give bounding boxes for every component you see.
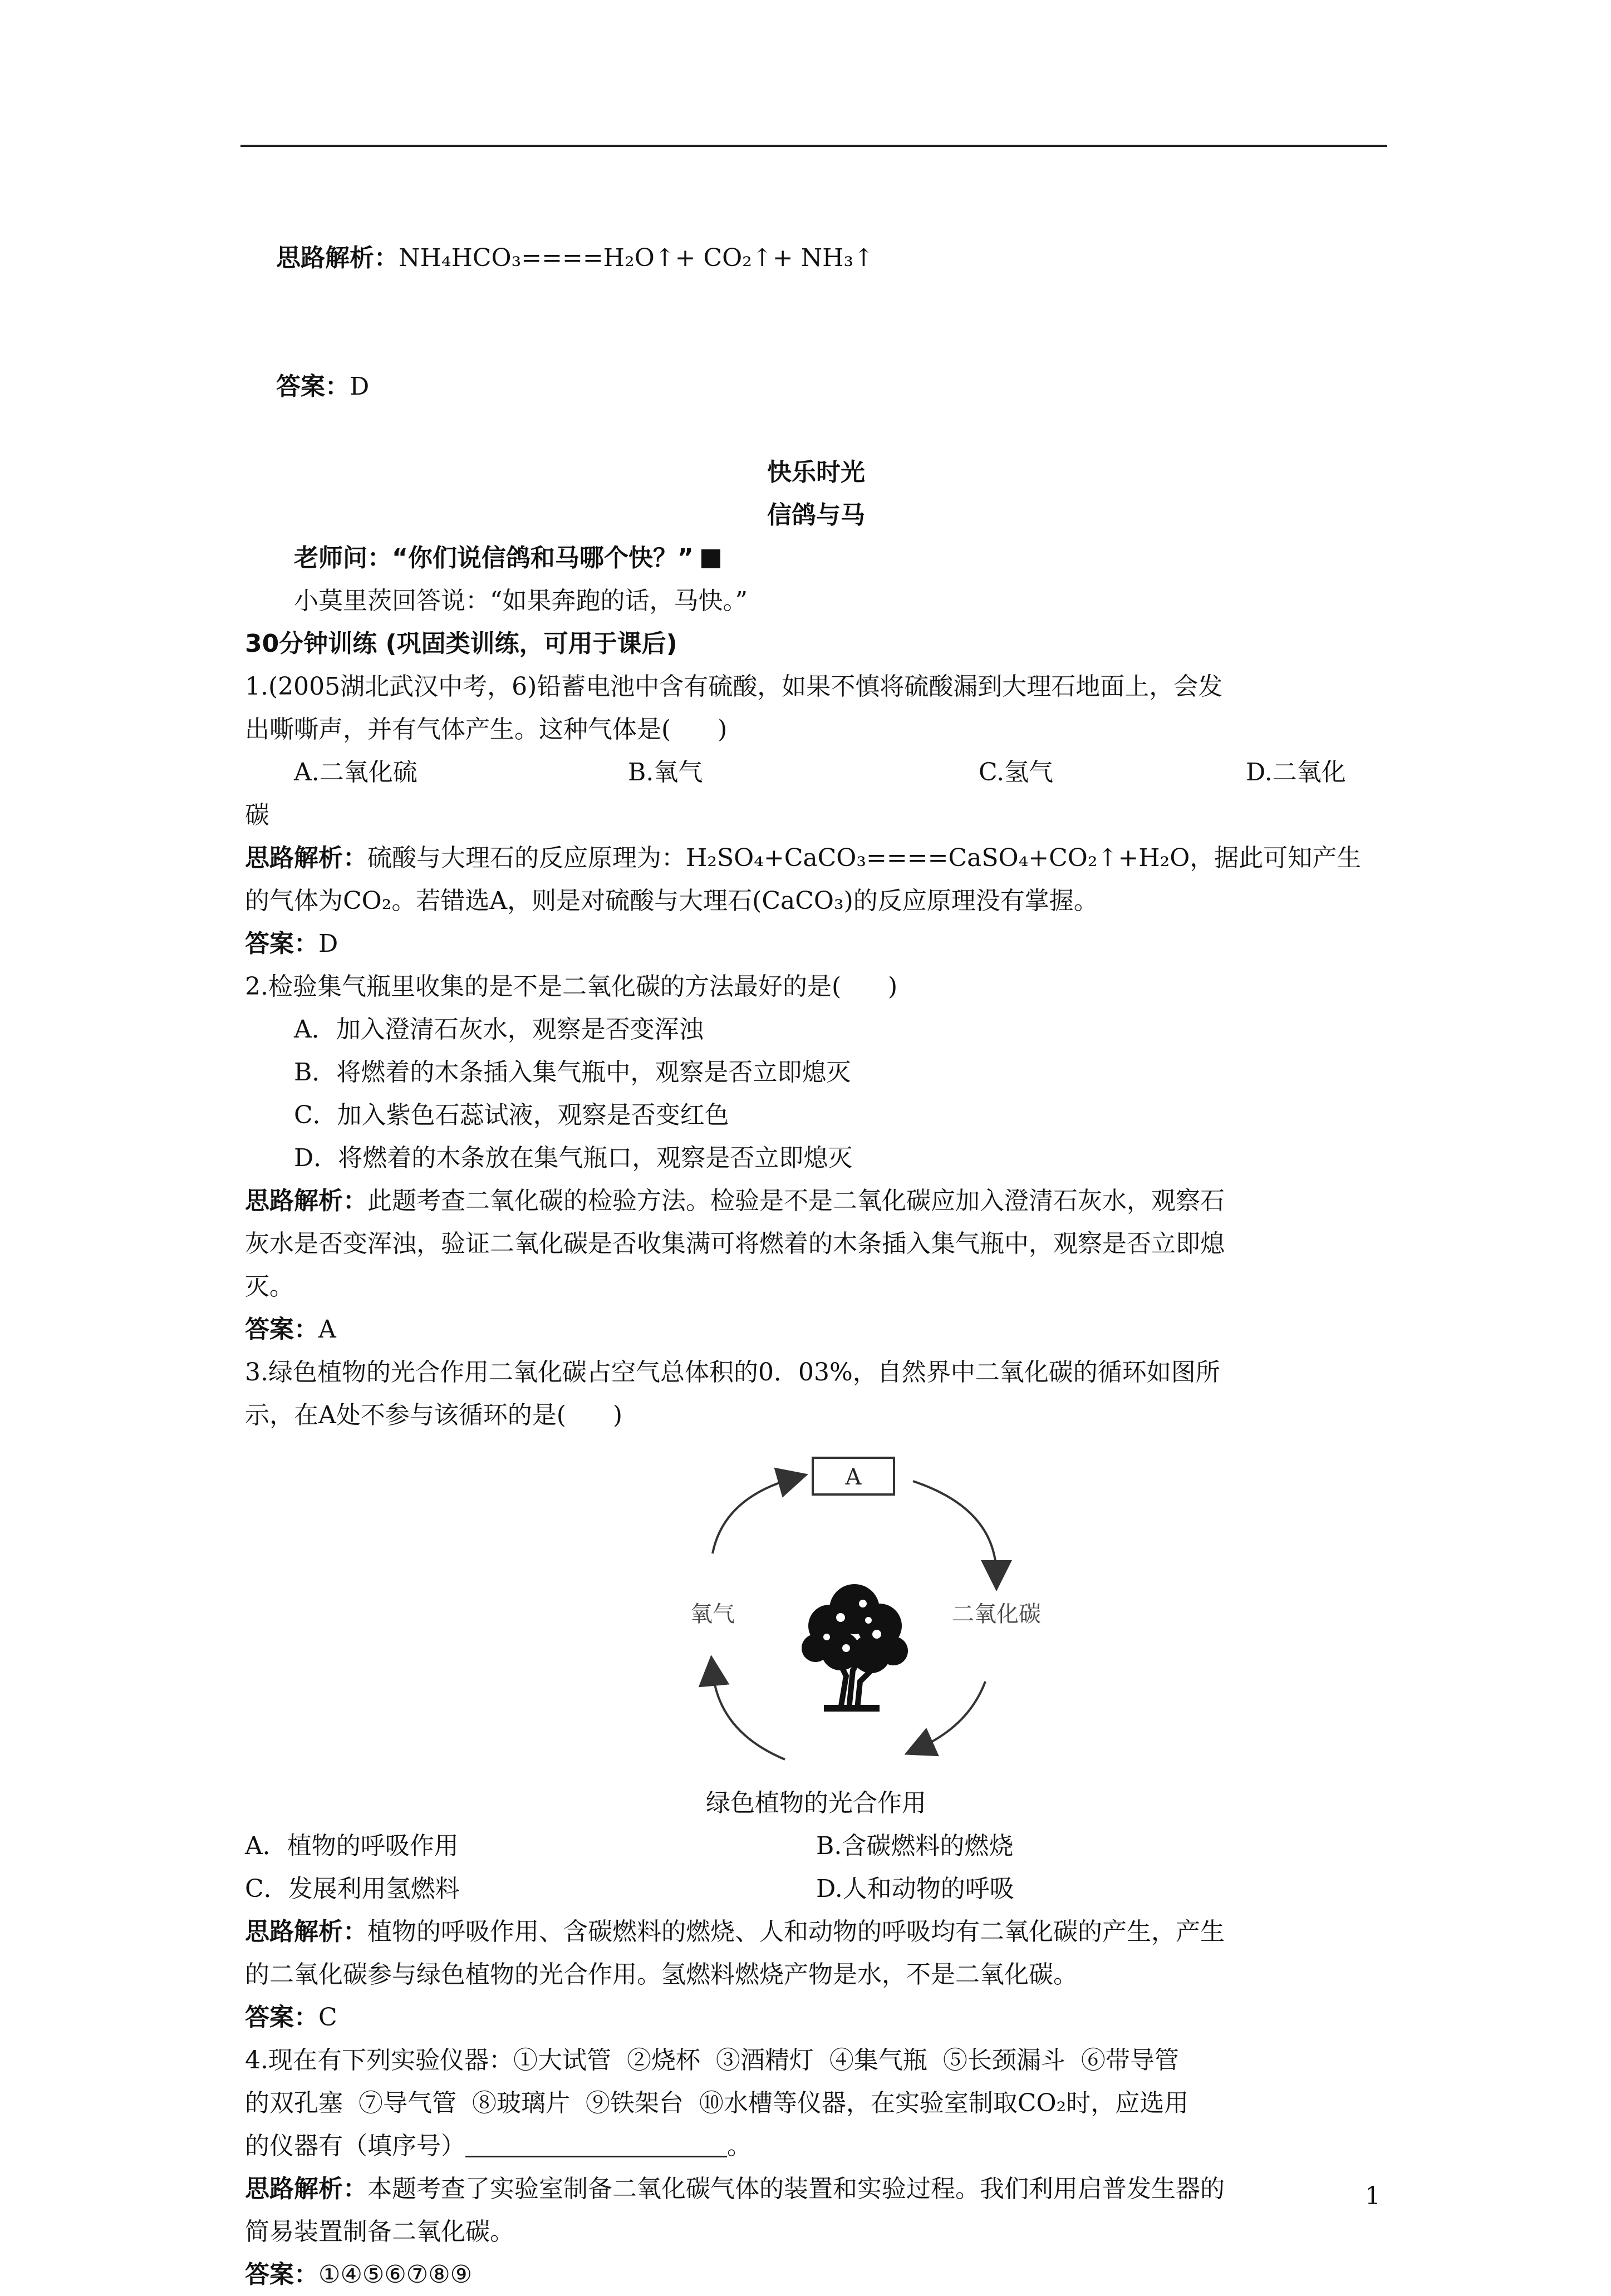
q1-option-c: C.氢气	[979, 758, 1054, 786]
equation: NH₄HCO₃====H₂O↑+ CO₂↑+ NH₃↑	[398, 244, 874, 272]
q1-answer: D	[318, 930, 338, 958]
q2-stem: 2.检验集气瓶里收集的是不是二氧化碳的方法最好的是( )	[245, 972, 898, 1001]
oxygen-label: 氧气	[690, 1601, 735, 1627]
q4-analysis-label: 思路解析：	[245, 2175, 367, 2203]
story-subtitle: 信鸽与马	[767, 501, 865, 529]
q1-analysis-text: 硫酸与大理石的反应原理为：H₂SO₄+CaCO₃====CaSO₄+CO₂↑+H₂O，据此可知产生	[367, 844, 1362, 872]
story-reply: 小莫里茨回答说：“如果奔跑的话，马快。”	[294, 587, 748, 615]
q3-answer: C	[318, 2003, 337, 2032]
q1-option-tail: 碳	[245, 801, 269, 829]
q3-option-c: C．发展利用氢燃料	[245, 1875, 460, 1903]
arrow-top-right	[913, 1481, 996, 1576]
q2-answer: A	[318, 1315, 336, 1344]
story-teacher: 老师问：“你们说信鸽和马哪个快？”	[294, 544, 694, 572]
q3-stem-1: 3.绿色植物的光合作用二氧化碳占空气总体积的0．03%，自然界中二氧化碳的循环如图所	[245, 1358, 1220, 1387]
document-body	[245, 194, 1387, 2296]
q1-stem-2: 出嘶嘶声，并有气体产生。这种气体是( )	[245, 715, 728, 744]
arrow-bottom-left	[713, 1670, 785, 1759]
q3-option-b: B.含碳燃料的燃烧	[816, 1832, 1014, 1860]
q4-stem-2: 的双孔塞 ⑦导气管 ⑧玻璃片 ⑨铁架台 ⑩水槽等仪器，在实验室制取CO₂时，应选用	[245, 2089, 1189, 2117]
q3-analysis-2: 的二氧化碳参与绿色植物的光合作用。氢燃料燃烧产物是水，不是二氧化碳。	[245, 1960, 1078, 1989]
q1-stem-1: 1.(2005湖北武汉中考，6)铅蓄电池中含有硫酸，如果不慎将硫酸漏到大理石地面上，会发	[245, 672, 1223, 701]
page-number: 1	[1365, 2182, 1381, 2210]
q2-analysis-2: 灰水是否变浑浊，验证二氧化碳是否收集满可将燃着的木条插入集气瓶中，观察是否立即熄	[245, 1230, 1225, 1258]
q3-options-row-2	[245, 1867, 1387, 1910]
header-rule	[240, 145, 1387, 147]
square-mark-icon	[701, 549, 720, 568]
q4-answer: ①④⑤⑥⑦⑧⑨	[318, 2260, 473, 2289]
q4-analysis-text: 本题考查了实验室制备二氧化碳气体的装置和实验过程。我们利用启普发生器的	[367, 2175, 1225, 2203]
q2-option-b: B．将燃着的木条插入集气瓶中，观察是否立即熄灭	[294, 1058, 851, 1086]
q2-analysis-text: 此题考查二氧化碳的检验方法。检验是不是二氧化碳应加入澄清石灰水，观察石	[367, 1187, 1225, 1215]
arrow-top-left	[713, 1478, 793, 1553]
q4-analysis-2: 简易装置制备二氧化碳。	[245, 2218, 514, 2246]
box-a-label: A	[845, 1464, 862, 1490]
q3-analysis-text: 植物的呼吸作用、含碳燃料的燃烧、人和动物的呼吸均有二氧化碳的产生，产生	[367, 1918, 1225, 1946]
q1-analysis-2: 的气体为CO₂。若错选A，则是对硫酸与大理石(CaCO₃)的反应原理没有掌握。	[245, 887, 1098, 915]
answer-line	[245, 322, 1387, 451]
q3-stem-2: 示，在A处不参与该循环的是( )	[245, 1401, 623, 1429]
analysis-line	[245, 194, 1387, 322]
q3-analysis-label: 思路解析：	[245, 1918, 367, 1946]
q2-option-a: A．加入澄清石灰水，观察是否变浑浊	[294, 1015, 704, 1044]
q4-analysis-1	[245, 2167, 1387, 2210]
co2-label: 二氧化碳	[952, 1601, 1041, 1627]
q1-option-b: B.氧气	[628, 758, 703, 786]
q4-stem-1: 4.现在有下列实验仪器：①大试管 ②烧杯 ③酒精灯 ④集气瓶 ⑤长颈漏斗 ⑥带导管	[245, 2046, 1179, 2074]
q4-answer-line	[245, 2253, 1387, 2296]
q3-analysis-1	[245, 1910, 1387, 1953]
q2-analysis-3: 灭。	[245, 1272, 294, 1301]
q2-analysis-1	[245, 1179, 1387, 1222]
q1-option-a: A.二氧化硫	[294, 758, 418, 786]
q3-answer-line	[245, 1996, 1387, 2039]
answer-blank[interactable]	[465, 2133, 727, 2157]
tree-icon	[802, 1584, 908, 1712]
arrow-bottom-right	[919, 1682, 985, 1748]
story-title: 快乐时光	[767, 458, 865, 486]
q2-analysis-label: 思路解析：	[245, 1187, 367, 1215]
q4-stem-3	[245, 2125, 1387, 2167]
q2-answer-line	[245, 1308, 1387, 1351]
answer-value: D	[349, 372, 370, 401]
q2-option-d: D．将燃着的木条放在集气瓶口，观察是否立即熄灭	[294, 1144, 853, 1172]
q1-options	[245, 751, 1387, 794]
analysis-label: 思路解析：	[276, 244, 399, 272]
q1-answer-label: 答案：	[245, 930, 318, 958]
section-title: 30分钟训练 (巩固类训练，可用于课后)	[245, 630, 677, 658]
carbon-cycle-diagram	[657, 1448, 1058, 1782]
figure-caption: 绿色植物的光合作用	[706, 1789, 926, 1817]
q1-analysis-label: 思路解析：	[245, 844, 367, 872]
q3-options-row-1	[245, 1825, 1387, 1867]
q1-answer-line	[245, 922, 1387, 965]
q1-option-d: D.二氧化	[1246, 758, 1346, 786]
q2-option-c: C．加入紫色石蕊试液，观察是否变红色	[294, 1101, 729, 1129]
q3-option-d: D.人和动物的呼吸	[816, 1875, 1014, 1903]
answer-label: 答案：	[276, 372, 350, 401]
q2-answer-label: 答案：	[245, 1315, 318, 1344]
q4-stem-3-end: 。	[727, 2132, 752, 2160]
q3-option-a: A．植物的呼吸作用	[245, 1832, 459, 1860]
carbon-cycle-figure	[657, 1448, 1058, 1782]
q4-stem-3-text: 的仪器有（填序号）	[245, 2132, 465, 2160]
q3-answer-label: 答案：	[245, 2003, 318, 2032]
story-teacher-line	[245, 537, 1387, 579]
q1-analysis-1	[245, 837, 1387, 879]
q4-answer-label: 答案：	[245, 2260, 318, 2289]
